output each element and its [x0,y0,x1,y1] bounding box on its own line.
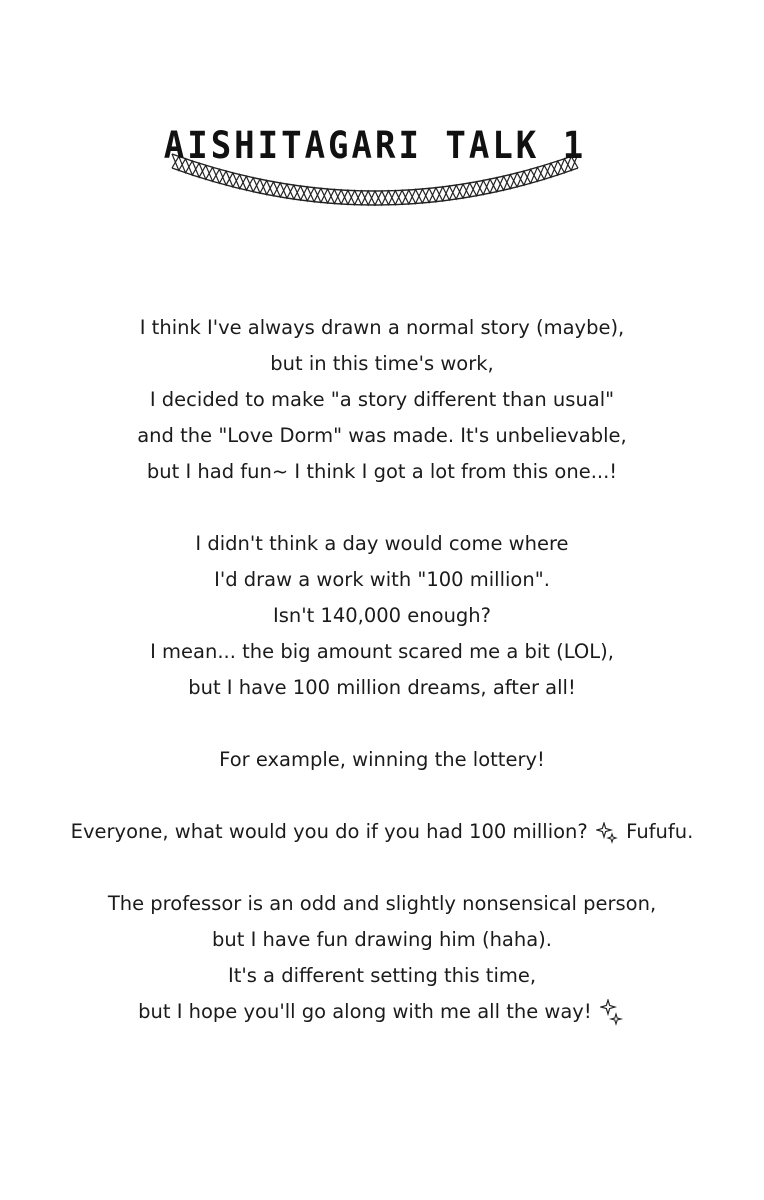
text-line: but I have fun drawing him (haha). [211,928,552,951]
text-line: I think I've always drawn a normal story (maybe), [139,316,625,339]
paragraph-3 [0,742,764,778]
title-block [160,118,590,218]
text-segment: but I hope you'll go along with me all the way! [138,1000,592,1023]
page-title: AISHITAGARI TALK 1 [163,124,587,168]
text-line: I'd draw a work with "100 million". [214,568,550,591]
paragraph-1 [0,310,764,490]
sparkle-icon [596,822,618,844]
text-line: I mean... the big amount scared me a bit (LOL), [150,640,614,663]
text-line: For example, winning the lottery! [219,748,545,771]
text-line: Isn't 140,000 enough? [272,604,492,627]
body-text [0,310,764,1066]
text-line: but I had fun~ I think I got a lot from this one...! [146,460,618,483]
text-line: and the "Love Dorm" was made. It's unbelievable, [137,424,627,447]
text-line: It's a different setting this time, [227,964,537,987]
text-line: but in this time's work, [270,352,494,375]
text-segment: Everyone, what would you do if you had 100 million? [70,820,588,843]
sparkle-icon [600,999,624,1027]
text-line: The professor is an odd and slightly nonsensical person, [107,892,657,915]
text-line: but I have 100 million dreams, after all! [188,676,576,699]
text-segment: Fufufu. [626,820,694,843]
text-line [0,814,764,850]
paragraph-4 [0,814,764,850]
paragraph-5 [0,886,764,1030]
text-line: I decided to make "a story different than usual" [149,388,615,411]
paragraph-2 [0,526,764,706]
text-line [0,994,764,1030]
text-line: I didn't think a day would come where [195,532,569,555]
